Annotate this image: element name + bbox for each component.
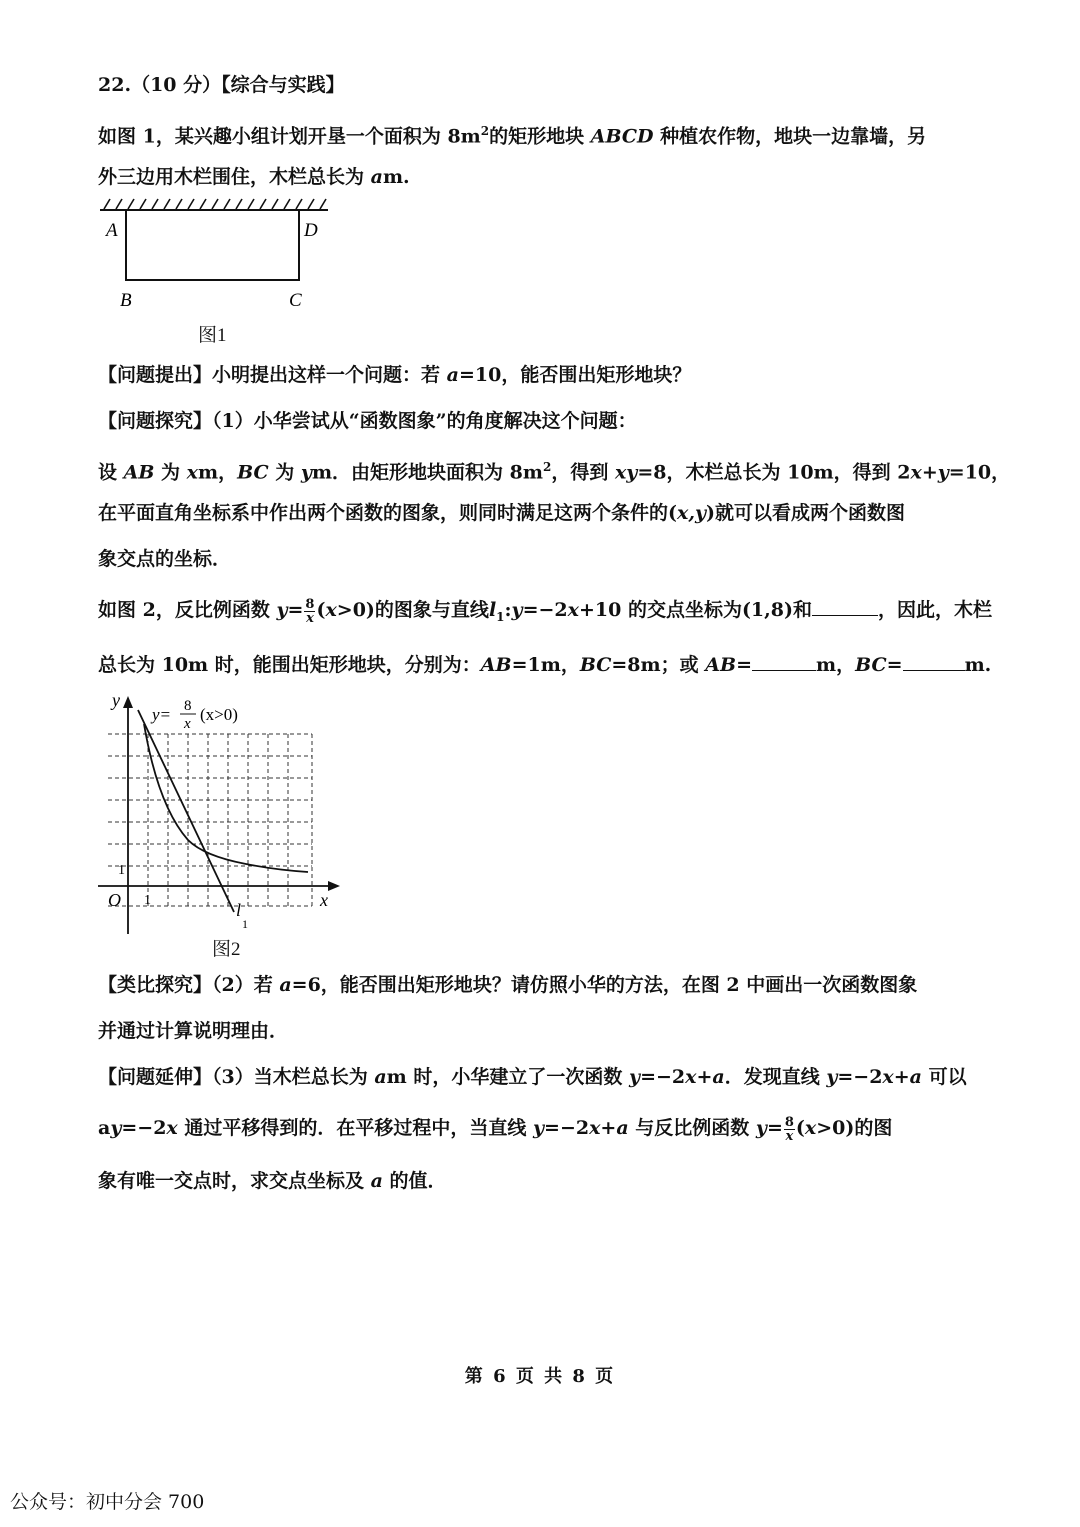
- extension-line-1: 【问题延伸】（3）当木栏总长为 am 时，小华建立了一次函数 y=−2x+a．发现直线 y=−2x+a 可以: [98, 1066, 967, 1088]
- figure-2-caption: 图2: [212, 939, 241, 960]
- intro-line-1: 如图 1，某兴趣小组计划开垦一个面积为 $8m^2$的矩形地块 ABCD 种植农作物，地块一边靠墙，另: [98, 124, 927, 148]
- y-axis-arrow: [123, 696, 133, 708]
- fraction-8-over-x-2: $\frac{8}{x}$: [784, 1114, 794, 1144]
- answer-blank-bc[interactable]: [903, 652, 965, 671]
- label-d: D: [304, 220, 318, 241]
- explore-line-2: 在平面直角坐标系中作出两个函数的图象，则同时满足这两个条件的(x,y)就可以看成两个函数图: [98, 502, 905, 524]
- y-axis-label: y: [112, 690, 120, 710]
- extension-line-3: 象有唯一交点时，求交点坐标及 a 的值．: [98, 1170, 447, 1192]
- question-score: （10 分）: [131, 74, 222, 96]
- explore-line-3: 象交点的坐标．: [98, 548, 232, 570]
- hyperbola-curve: [144, 724, 308, 872]
- curve-label-den: x: [184, 716, 191, 732]
- line-l1-subscript: 1: [242, 917, 248, 931]
- fence-rectangle: [126, 210, 299, 280]
- figure-1-diagram: [96, 196, 336, 316]
- tick-x-1: 1: [144, 893, 151, 908]
- question-section: 【综合与实践】: [221, 74, 345, 96]
- x-axis-arrow: [328, 881, 340, 891]
- answer-blank-intersection[interactable]: [812, 597, 878, 616]
- curve-label-b: (x>0): [200, 705, 238, 724]
- explore-line-1: 设 AB 为 xm，BC 为 ym．由矩形地块面积为 $8m^2$，得到 xy=8，木栏总长为 10m，得到 2x+y=10，: [98, 460, 1011, 484]
- problem-explore: 【问题探究】（1）小华尝试从“函数图象”的角度解决这个问题：: [98, 410, 637, 432]
- figure-1-caption: 图1: [198, 325, 227, 346]
- tick-y-1: 1: [118, 863, 125, 878]
- wall-hatching: [104, 199, 326, 209]
- grid-dashed: [108, 734, 312, 906]
- analogy-line-2: 并通过计算说明理由．: [98, 1020, 289, 1042]
- curve-label-a: y=: [152, 705, 172, 724]
- analogy-line-1: 【类比探究】（2）若 a=6，能否围出矩形地块？请仿照小华的方法，在图 2 中画出一次函数图象: [98, 974, 918, 996]
- intro-line-2: 外三边用木栏围住，木栏总长为 am.: [98, 166, 410, 188]
- curve-label-num: 8: [184, 698, 192, 714]
- label-a: A: [106, 220, 118, 241]
- label-b: B: [120, 290, 132, 311]
- x-axis-label: x: [320, 890, 328, 910]
- figure-2-graph: [96, 688, 356, 938]
- label-c: C: [289, 290, 302, 311]
- line-l1-label: l: [236, 900, 242, 920]
- fig2-line-2: 总长为 10m 时，能围出矩形地块，分别为：AB=1m，BC=8m；或 AB= m，BC= m.: [98, 654, 992, 676]
- fraction-8-over-x: $\frac{8}{x}$: [305, 596, 315, 626]
- watermark-text: 公众号：初中分会 700: [10, 1491, 205, 1513]
- fig2-line-1: 如图 2，反比例函数 y= $\frac{8}{x}$ (x>0)的图象与直线$l_1:y=-2x+10$ 的交点坐标为(1,8)和 ，因此，木栏: [98, 596, 992, 626]
- question-header: [98, 72, 998, 98]
- origin-label: O: [108, 890, 121, 910]
- question-number: 22.: [98, 74, 132, 96]
- extension-line-2: ay=−2x 通过平移得到的．在平移过程中，当直线 y=−2x+a 与反比例函数 y= $\frac{8}{x}$ (x>0)的图: [98, 1114, 893, 1144]
- line-l1: [138, 710, 234, 912]
- problem-raise: 【问题提出】小明提出这样一个问题：若 a=10，能否围出矩形地块？: [98, 364, 692, 386]
- answer-blank-ab[interactable]: [752, 652, 816, 671]
- page-footer: 第 6 页 共 8 页: [464, 1366, 616, 1387]
